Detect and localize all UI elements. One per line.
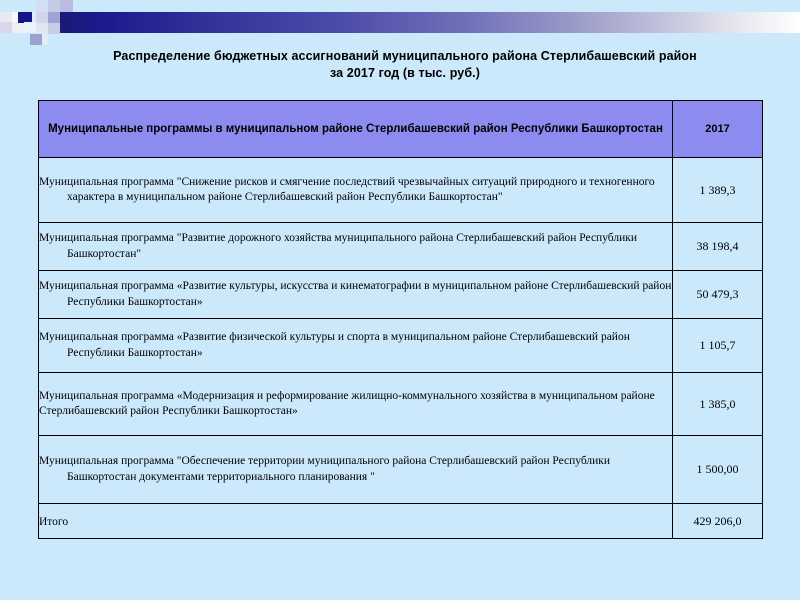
deco-square-11 xyxy=(48,23,60,34)
table-total-row xyxy=(39,504,763,539)
deco-square-8 xyxy=(48,0,60,12)
deco-square-9 xyxy=(60,0,73,12)
program-value-cell: 1 500,00 xyxy=(673,436,763,504)
program-value-cell: 1 105,7 xyxy=(673,319,763,373)
column-header-program-name: Муниципальные программы в муниципальном районе Стерлибашевский район Республики Башкортостан xyxy=(39,101,673,158)
table-header-row xyxy=(39,101,763,158)
program-value-cell: 50 479,3 xyxy=(673,271,763,319)
deco-square-1 xyxy=(0,12,12,22)
budget-table-container xyxy=(38,100,762,539)
deco-square-10 xyxy=(36,23,48,34)
program-value-cell: 1 389,3 xyxy=(673,158,763,223)
total-value-cell: 429 206,0 xyxy=(673,504,763,539)
table-row xyxy=(39,436,763,504)
table-row xyxy=(39,319,763,373)
gradient-bar xyxy=(47,12,800,33)
program-value-cell: 38 198,4 xyxy=(673,223,763,271)
slide-title xyxy=(60,48,750,82)
deco-square-14 xyxy=(36,12,48,23)
deco-square-15 xyxy=(48,12,60,23)
slide-title-line-2: за 2017 год (в тыс. руб.) xyxy=(330,66,480,80)
program-name-cell: Муниципальная программа «Модернизация и реформирование жилищно-коммунального хозяйства в муниципальном районе Стерлибашевский район Республики Башкортостан» xyxy=(39,373,673,436)
decorative-header-band xyxy=(0,0,800,46)
table-row xyxy=(39,223,763,271)
program-name-cell: Муниципальная программа "Снижение рисков и смягчение последствий чрезвычайных ситуаций природного и техногенного характера в муниципальном районе Стерлибашевский район Республики Башкортостан" xyxy=(39,158,673,223)
program-value-cell: 1 385,0 xyxy=(673,373,763,436)
total-label-cell: Итого xyxy=(39,504,673,539)
deco-square-4 xyxy=(12,22,24,33)
slide-title-line-1: Распределение бюджетных ассигнований муниципального района Стерлибашевский район xyxy=(113,49,697,63)
program-name-cell: Муниципальная программа "Обеспечение территории муниципального района Стерлибашевский район Республики Башкортостан документами территориального планирования " xyxy=(39,436,673,504)
program-name-cell: Муниципальная программа «Развитие культуры, искусства и кинематографии в муниципальном районе Стерлибашевский район Республики Башкортостан» xyxy=(39,271,673,319)
table-row xyxy=(39,373,763,436)
deco-square-13 xyxy=(30,34,42,45)
budget-table xyxy=(38,100,763,539)
table-row xyxy=(39,158,763,223)
deco-square-2 xyxy=(0,22,12,33)
column-header-year: 2017 xyxy=(673,101,763,158)
deco-square-7 xyxy=(36,0,48,12)
deco-square-16 xyxy=(24,22,36,33)
program-name-cell: Муниципальная программа «Развитие физической культуры и спорта в муниципальном районе Стерлибашевский район Республики Башкортостан» xyxy=(39,319,673,373)
table-row xyxy=(39,271,763,319)
program-name-cell: Муниципальная программа "Развитие дорожного хозяйства муниципального района Стерлибашевский район Республики Башкортостан" xyxy=(39,223,673,271)
